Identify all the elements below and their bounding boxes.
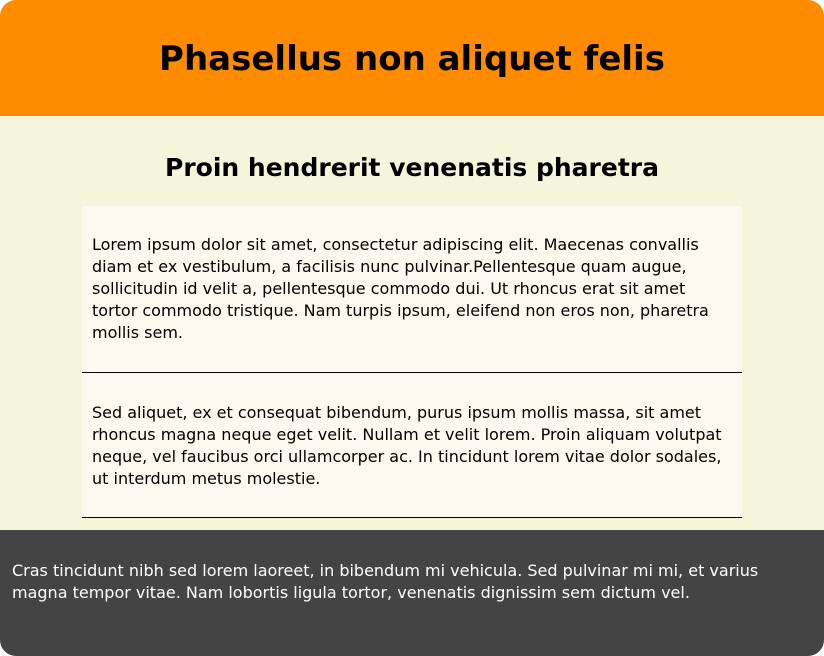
article-2-text: Sed aliquet, ex et consequat bibendum, purus ipsum mollis massa, sit amet rhoncus magna neque eget velit. Nullam et velit lorem. Proin aliquam volutpat neque, vel faucibus orci ullamcorper ac. In tincidunt lorem vitae dolor sodales, ut interdum metus molestie. xyxy=(92,403,722,488)
page-header xyxy=(0,0,824,116)
page-footer xyxy=(0,530,824,656)
main-content xyxy=(0,116,824,530)
footer-text: Cras tincidunt nibh sed lorem laoreet, in bibendum mi vehicula. Sed pulvinar mi mi, et varius magna tempor vitae. Nam lobortis ligula tortor, venenatis dignissim sem dictum vel. xyxy=(12,561,759,602)
article-1 xyxy=(82,206,742,373)
section-heading: Proin hendrerit venenatis pharetra xyxy=(165,153,659,182)
page-title: Phasellus non aliquet felis xyxy=(159,39,665,79)
article-2 xyxy=(82,373,742,518)
article-1-text: Lorem ipsum dolor sit amet, consectetur adipiscing elit. Maecenas convallis diam et ex vestibulum, a facilisis nunc pulvinar.Pellentesque quam augue, sollicitudin id velit a, pellentesque commodo dui. Ut rhoncus erat sit amet tortor commodo tristique. Nam turpis ipsum, eleifend non eros non, pharetra mollis sem. xyxy=(92,235,709,342)
